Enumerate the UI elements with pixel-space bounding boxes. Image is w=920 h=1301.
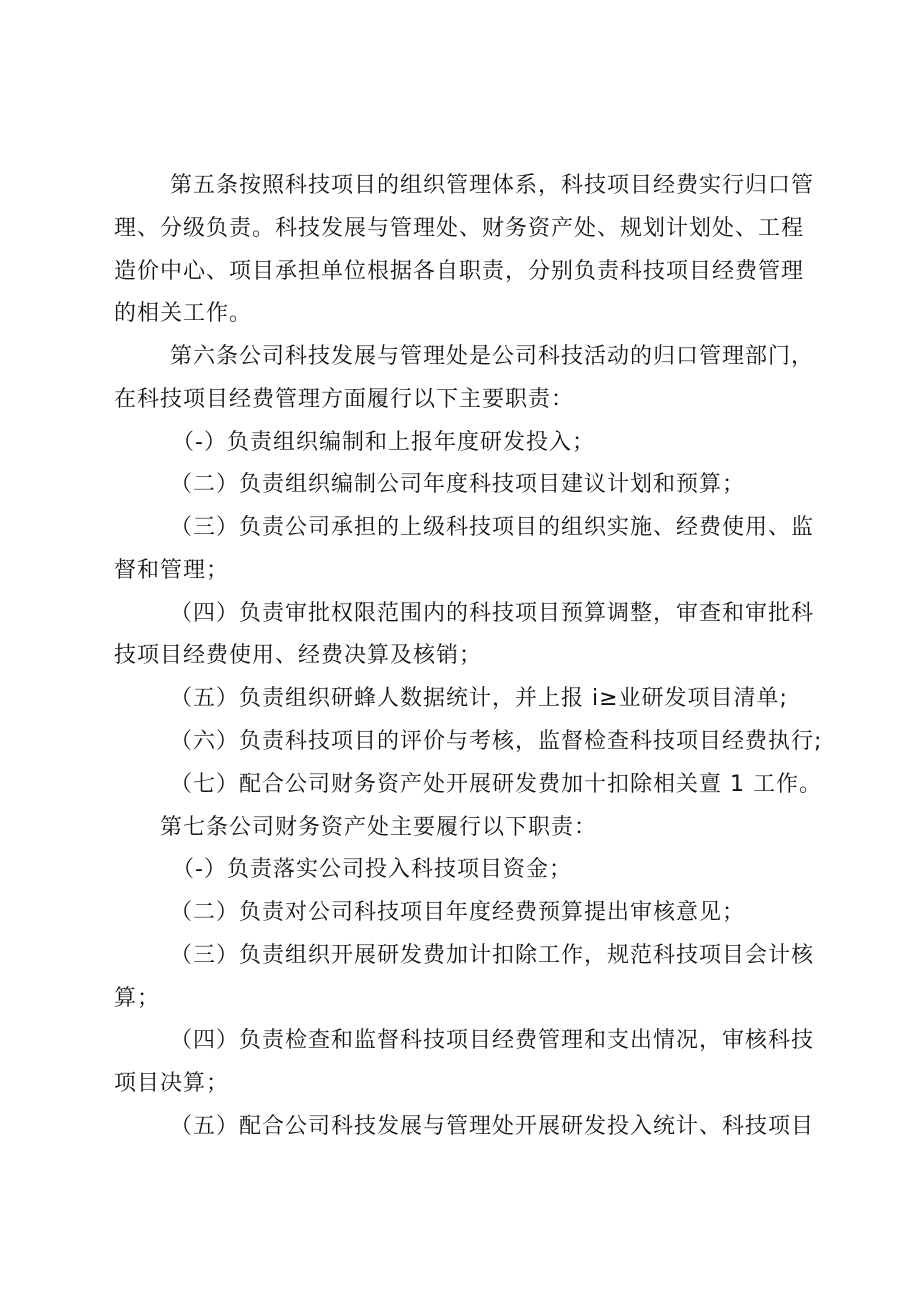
article-7-item-3-line-1: （三）负责组织开展研发费加计扣除工作，规范科技项目会计核 — [170, 943, 815, 968]
article-6-line-2: 在科技项目经费管理方面履行以下主要职责： — [114, 387, 575, 412]
article-5-line-4: 的相关工作。 — [114, 301, 253, 326]
article-6-item-7: （七）配合公司财务资产处开展研发费加十扣除相关亶 1 工作。 — [170, 772, 822, 797]
article-5-line-1: 第五条按照科技项目的组织管理体系，科技项目经费实行归口管 — [170, 173, 815, 198]
article-6-line-1: 第六条公司科技发展与管理处是公司科技活动的归口管理部门， — [170, 344, 815, 369]
article-6-item-2: （二）负责组织编制公司年度科技项目建议计划和预算； — [170, 472, 746, 497]
article-7-line-1: 第七条公司财务资产处主要履行以下职责： — [160, 815, 598, 840]
article-6-item-1: （-）负责组织编制和上报年度研发投入； — [172, 430, 595, 455]
article-6-item-3-line-1: （三）负责公司承担的上级科技项目的组织实施、经费使用、监 — [170, 515, 815, 540]
article-6-item-4-line-1: （四）负责审批权限范围内的科技项目预算调整，审查和审批科 — [170, 601, 815, 626]
article-6-item-3-line-2: 督和管理； — [114, 558, 230, 583]
article-6-item-5: （五）负责组织研蜂人数据统计，并上报 i≥业研发项目清单; — [170, 686, 788, 711]
article-7-item-1: （-）负责落实公司投入科技项目资金； — [172, 857, 572, 882]
article-7-item-5-line-1: （五）配合公司科技发展与管理处开展研发投入统计、科技项目 — [170, 1114, 815, 1139]
article-6-item-6: （六）负责科技项目的评价与考核，监督检查科技项目经费执行; — [170, 729, 823, 754]
article-7-item-2: （二）负责对公司科技项目年度经费预算提出审核意见； — [170, 900, 746, 925]
article-7-item-4-line-2: 项目决算； — [114, 1071, 230, 1096]
article-5-line-3: 造价中心、项目承担单位根据各自职责，分别负责科技项目经费管理 — [114, 259, 805, 284]
article-5-line-2: 理、分级负责。科技发展与管理处、财务资产处、规划计划处、工程 — [114, 216, 805, 241]
article-7-item-3-line-2: 算； — [114, 986, 161, 1011]
article-7-item-4-line-1: （四）负责检查和监督科技项目经费管理和支出情况，审核科技 — [170, 1028, 815, 1053]
article-6-item-4-line-2: 技项目经费使用、经费决算及核销； — [114, 643, 483, 668]
